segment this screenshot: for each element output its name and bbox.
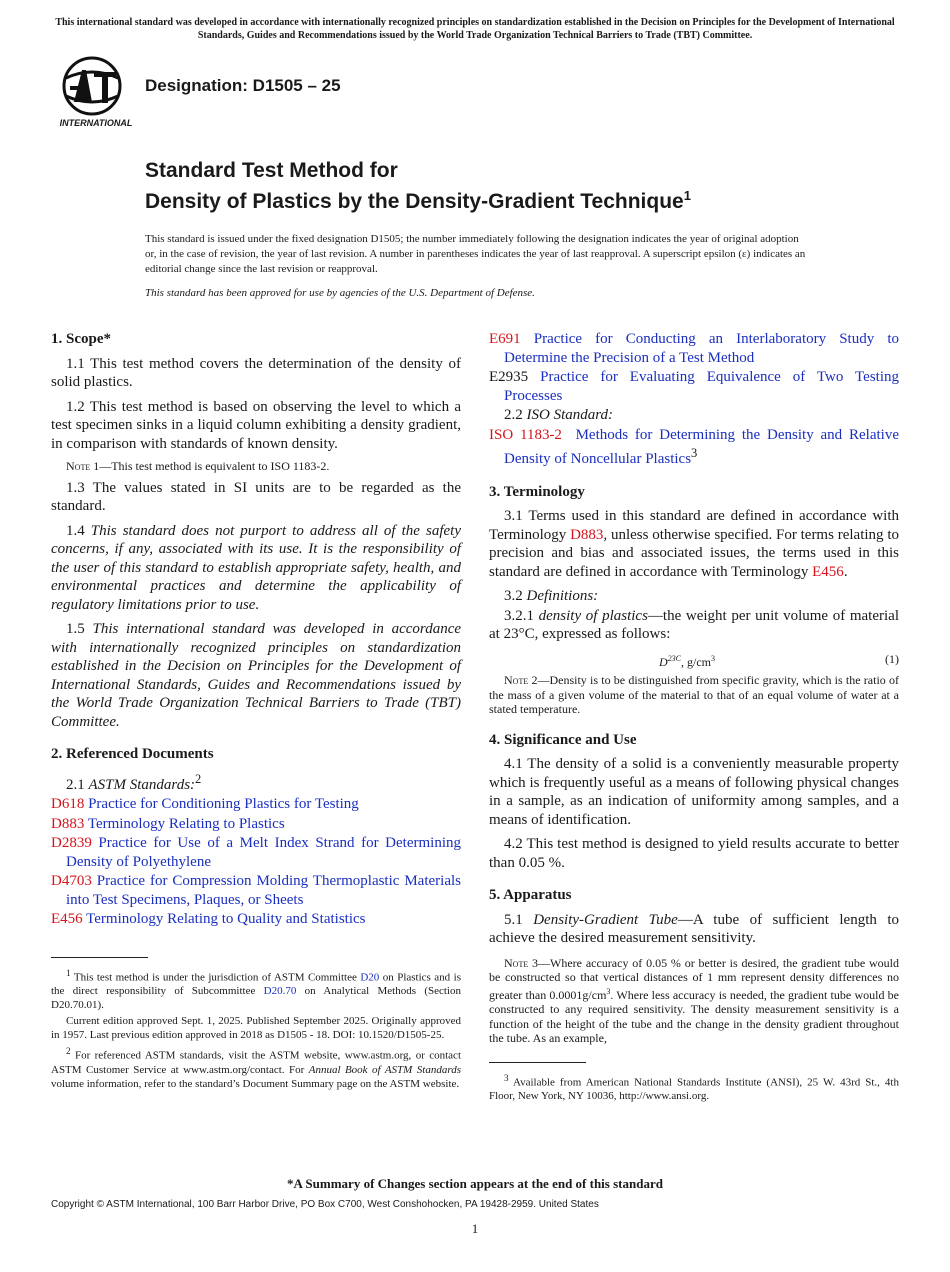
footnote-2: $^2$ For referenced ASTM standards, visit the ASTM website, www.astm.org, or contact ASTM Customer Service at www.astm.org/contact. For Annual Book of ASTM Standards volume information, refer to the standard’s Document Summary page on the ASTM website. bbox=[51, 1046, 461, 1090]
note-3: Note 3—Where accuracy of 0.05 % or better is desired, the gradient tube would be constructed so that vertical distances of 1 mm represent density differences no greater than $0.0001g/cm^3$. Where less accuracy is needed, the gradient tube would be constructed to any required sensitivity. The density measurement sensitivity is a function of the height of the tube and the change in the density gradient throughout the tube. As an example, bbox=[489, 955, 899, 1045]
paragraph-4-2: 4.2 This test method is designed to yield results accurate to better than 0.05 %. bbox=[489, 836, 899, 871]
footnote-divider-right bbox=[489, 1062, 586, 1063]
section-heading-significance: 4. Significance and Use bbox=[489, 731, 637, 748]
edition-note: Current edition approved Sept. 1, 2025. Published September 2025. Originally approved in 1957. Last previous edition approved in 2018 as D1505 - 18. DOI: 10.1520/D1505-25. bbox=[51, 1015, 461, 1042]
left-column bbox=[51, 330, 461, 1093]
reference-code[interactable]: D2839 bbox=[51, 835, 92, 851]
paragraph-1-3: 1.3 The values stated in SI units are to be regarded as the standard. bbox=[51, 479, 461, 514]
astm-standards-label: 2.1 ASTM Standards:$^2$ bbox=[66, 771, 202, 793]
reference-title[interactable]: Terminology Relating to Plastics bbox=[84, 815, 285, 832]
paragraph-3-1: 3.1 Terms used in this standard are defined in accordance with Terminology D883, unless otherwise specified. For terms relating to precision and bias and associated issues, the terms used in this standard are defined in accordance with Terminology E456. bbox=[489, 508, 899, 580]
title-line-2: Density of Plastics by the Density-Gradient Technique$^1$ bbox=[145, 188, 691, 213]
paragraph-5-1: 5.1 Density-Gradient Tube—A tube of sufficient length to achieve the desired measurement sensitivity. bbox=[489, 911, 900, 946]
reference-d4703[interactable] bbox=[51, 872, 461, 909]
footnote-3: $^3$ Available from American National Standards Institute (ANSI), 25 W. 43rd St., 4th Floor, New York, NY 10036, http://www.ansi.org. bbox=[489, 1072, 899, 1103]
summary-of-changes-note: *A Summary of Changes section appears at the end of this standard bbox=[287, 1176, 663, 1191]
paragraph-3-2-1: 3.2.1 density of plastics—the weight per unit volume of material at 23°C, expressed as follows: bbox=[489, 607, 899, 642]
equation-number: (1) bbox=[885, 651, 899, 666]
footnote-divider bbox=[51, 957, 148, 958]
issue-note: This standard is issued under the fixed designation D1505; the number immediately following the designation indicates the year of original adoption or, in the case of revision, the year of last revision. A number in parentheses indicates the year of last reapproval. A superscript epsilon (ε) indicates an editorial change since the last revision or reapproval. bbox=[145, 233, 806, 275]
reference-title[interactable]: Practice for Conditioning Plastics for Testing bbox=[84, 796, 359, 812]
note-2: Note 2—Density is to be distinguished from specific gravity, which is the ratio of the mass of a given volume of the material to that of an equal volume of water at a stated temperature. bbox=[489, 673, 900, 716]
title-footnote-marker[interactable]: 1 bbox=[683, 188, 691, 203]
reference-title[interactable]: Practice for Evaluating Equivalence of Two Testing Processes bbox=[504, 369, 899, 404]
designation: Designation: D1505 – 25 bbox=[145, 76, 341, 95]
left-reference-list bbox=[51, 795, 461, 929]
footnotes-right bbox=[489, 1071, 899, 1104]
footnote-1: $^1$ This test method is under the jurisdiction of ASTM Committee D20 on Plastics and is the direct responsibility of Subcommittee D20.70 on Analytical Methods (Section D20.70.01). bbox=[51, 967, 461, 1012]
reference-d618[interactable] bbox=[51, 795, 461, 814]
defense-approval-note: This standard has been approved for use by agencies of the U.S. Department of Defense. bbox=[145, 287, 535, 299]
document-title bbox=[145, 158, 905, 214]
reference-d2839[interactable] bbox=[51, 834, 461, 871]
reference-e2935[interactable] bbox=[489, 368, 899, 405]
section-heading-scope: 1. Scope* bbox=[51, 331, 111, 347]
reference-title[interactable]: Practice for Conducting an Interlaboratory Study to Determine the Precision of a Test Method bbox=[504, 331, 899, 366]
right-column bbox=[489, 330, 899, 1105]
logo-international-text: INTERNATIONAL bbox=[59, 118, 133, 128]
equation-1: $D^{23C}$, $g/cm^3$ (1) bbox=[489, 650, 899, 672]
footnotes-left bbox=[51, 966, 461, 1091]
title-line-1: Standard Test Method for bbox=[145, 159, 398, 182]
reference-d883[interactable] bbox=[51, 815, 461, 834]
reference-title[interactable]: Terminology Relating to Quality and Statistics bbox=[82, 911, 366, 927]
reference-code[interactable]: D883 bbox=[51, 815, 85, 832]
paragraph-1-5: 1.5 This international standard was developed in accordance with internationally recognized principles on standardization established in the Decision on Principles for the Development of International Standards, Guides and Recommendations issued by the World Trade Organization Technical Barriers to Trade (TBT) Committee. bbox=[51, 621, 462, 730]
reference-code[interactable]: E2935 bbox=[489, 369, 529, 385]
right-reference-list bbox=[489, 330, 899, 405]
link-d20-70[interactable]: D20.70 bbox=[263, 985, 297, 998]
section-heading-terminology: 3. Terminology bbox=[489, 483, 585, 500]
reference-title[interactable]: Practice for Use of a Melt Index Strand for Determining Density of Polyethylene bbox=[66, 835, 461, 870]
reference-e456[interactable] bbox=[51, 910, 461, 929]
reference-code[interactable]: E691 bbox=[489, 331, 521, 347]
page-number: 1 bbox=[471, 1221, 479, 1236]
astm-logo bbox=[52, 56, 136, 132]
note-1: Note 1—This test method is equivalent to ISO 1183-2. bbox=[66, 459, 330, 473]
section-heading-apparatus: 5. Apparatus bbox=[489, 887, 572, 903]
copyright-line: Copyright © ASTM International, 100 Barr Harbor Drive, PO Box C700, West Conshohocken, PA 19428-2959. United States bbox=[51, 1199, 599, 1210]
reference-iso-1183-2[interactable]: ISO 1183-2 Methods for Determining the Density and Relative Density of Noncellular Plastics$^3$ bbox=[489, 426, 899, 467]
reference-e691[interactable] bbox=[489, 330, 899, 367]
reference-code[interactable]: D618 bbox=[51, 796, 85, 812]
iso-standard-label: 2.2 ISO Standard: bbox=[504, 407, 614, 423]
paragraph-1-2: 1.2 This test method is based on observing the level to which a test specimen sinks in a liquid column exhibiting a density gradient, in comparison with standards of known density. bbox=[51, 398, 461, 452]
link-d883[interactable]: D883 bbox=[570, 526, 604, 543]
paragraph-4-1: 4.1 The density of a solid is a conveniently measurable property which is frequently useful as a means of following physical changes in a sample, as an indication of uniformity among samples, and a means of identification. bbox=[489, 756, 899, 828]
link-e456[interactable]: E456 bbox=[812, 563, 844, 580]
link-d20[interactable]: D20 bbox=[360, 971, 380, 984]
section-heading-referenced-documents: 2. Referenced Documents bbox=[51, 746, 214, 762]
paragraph-1-4: 1.4 This standard does not purport to address all of the safety concerns, if any, associated with its use. It is the responsibility of the user of this standard to establish appropriate safety, health, and environmental practices and determine the applicability of regulatory limitations prior to use. bbox=[51, 522, 461, 613]
paragraph-1-1: 1.1 This test method covers the determination of the density of solid plastics. bbox=[51, 355, 461, 390]
reference-code[interactable]: E456 bbox=[51, 911, 83, 927]
reference-title[interactable]: Practice for Compression Molding Thermoplastic Materials into Test Specimens, Plaques, or Sheets bbox=[66, 873, 461, 908]
reference-code[interactable]: D4703 bbox=[51, 873, 92, 889]
paragraph-3-2: 3.2 Definitions: bbox=[504, 588, 599, 604]
international-standard-notice: This international standard was developed in accordance with internationally recognized principles on standardization established in the Decision on Principles for the Development of International Standards, Guides and Recommendations issued by the World Trade Organization Technical Barriers to Trade (TBT) Committee. bbox=[55, 17, 895, 41]
